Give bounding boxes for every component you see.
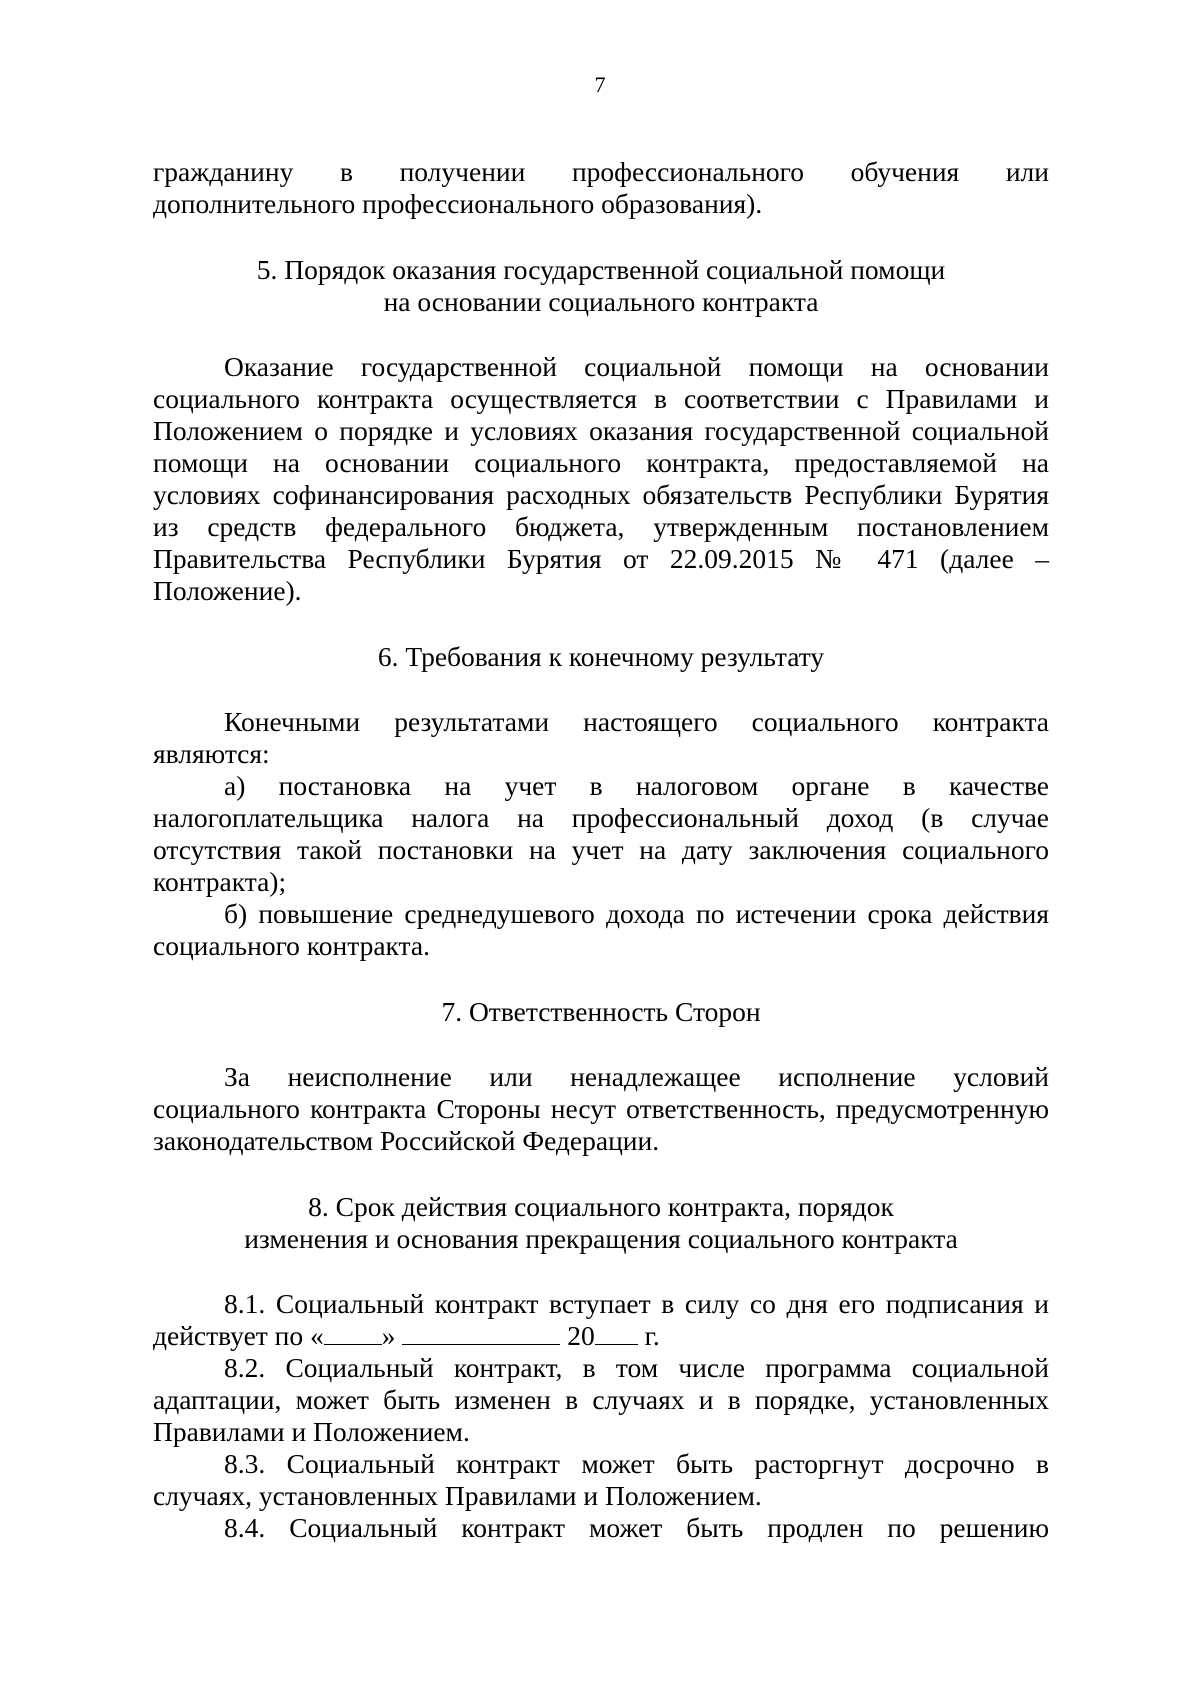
paragraph-8-1-suffix: г. [637, 1320, 660, 1351]
month-blank-field[interactable] [402, 1320, 560, 1345]
section-7-heading: 7. Ответственность Сторон [441, 996, 761, 1027]
paragraph-8-1-year-prefix: 20 [560, 1320, 595, 1351]
section-8-heading-line-2: изменения и основания прекращения социального контракта [244, 1223, 958, 1254]
page-number: 7 [594, 72, 606, 97]
paragraph-8-3: 8.3. Социальный контракт может быть расторгнут досрочно в случаях, установленных Правилами и Положением. [153, 1448, 1049, 1511]
section-8-heading [153, 1191, 1049, 1255]
paragraph-8-1-quote-close: » [381, 1320, 403, 1351]
section-6-item-b: б) повышение среднедушевого дохода по истечении срока действия социального контракта. [153, 898, 1049, 961]
continuation-paragraph: гражданину в получении профессионального обучения или дополнительного профессионального образования). [153, 156, 1049, 219]
paragraph-8-1-text: 8.1. Социальный контракт вступает в силу со дня его подписания и действует по « [153, 1288, 1049, 1351]
year-blank-field[interactable] [595, 1320, 638, 1345]
section-5-heading-line-1: 5. Порядок оказания государственной социальной помощи [256, 254, 946, 285]
day-blank-field[interactable] [324, 1320, 382, 1345]
section-5-paragraph: Оказание государственной социальной помощи на основании социального контракта осуществляется в соответствии с Правилами и Положением о порядке и условиях оказания государственной социальной помощи на основании социального контракта, предоставляемой на условиях софинансирования расходных обязательств Республики Бурятия из средств федерального бюджета, утвержденным постановлением Правительства Республики Бурятия от 22.09.2015 № 471 (далее – Положение). [153, 351, 1049, 606]
section-6-heading: 6. Требования к конечному результату [377, 641, 825, 672]
paragraph-8-2: 8.2. Социальный контракт, в том числе программа социальной адаптации, может быть изменен в случаях и в порядке, установленных Правилами и Положением. [153, 1352, 1049, 1447]
section-7-paragraph: За неисполнение или ненадлежащее исполнение условий социального контракта Стороны несут ответственность, предусмотренную законодательством Российской Федерации. [153, 1061, 1049, 1156]
paragraph-8-1 [153, 1288, 1049, 1352]
section-8-heading-line-1: 8. Срок действия социального контракта, порядок [308, 1191, 894, 1222]
section-6-item-a: а) постановка на учет в налоговом органе в качестве налогоплательщика налога на профессиональный доход (в случае отсутствия такой постановки на учет на дату заключения социального контракта); [153, 770, 1049, 897]
section-6-intro: Конечными результатами настоящего социального контракта являются: [153, 706, 1049, 769]
section-5-heading-line-2: на основании социального контракта [383, 286, 819, 317]
document-body [153, 156, 1049, 1544]
section-5-heading [153, 254, 1049, 318]
paragraph-8-4: 8.4. Социальный контракт может быть продлен по решению [224, 1512, 1049, 1543]
